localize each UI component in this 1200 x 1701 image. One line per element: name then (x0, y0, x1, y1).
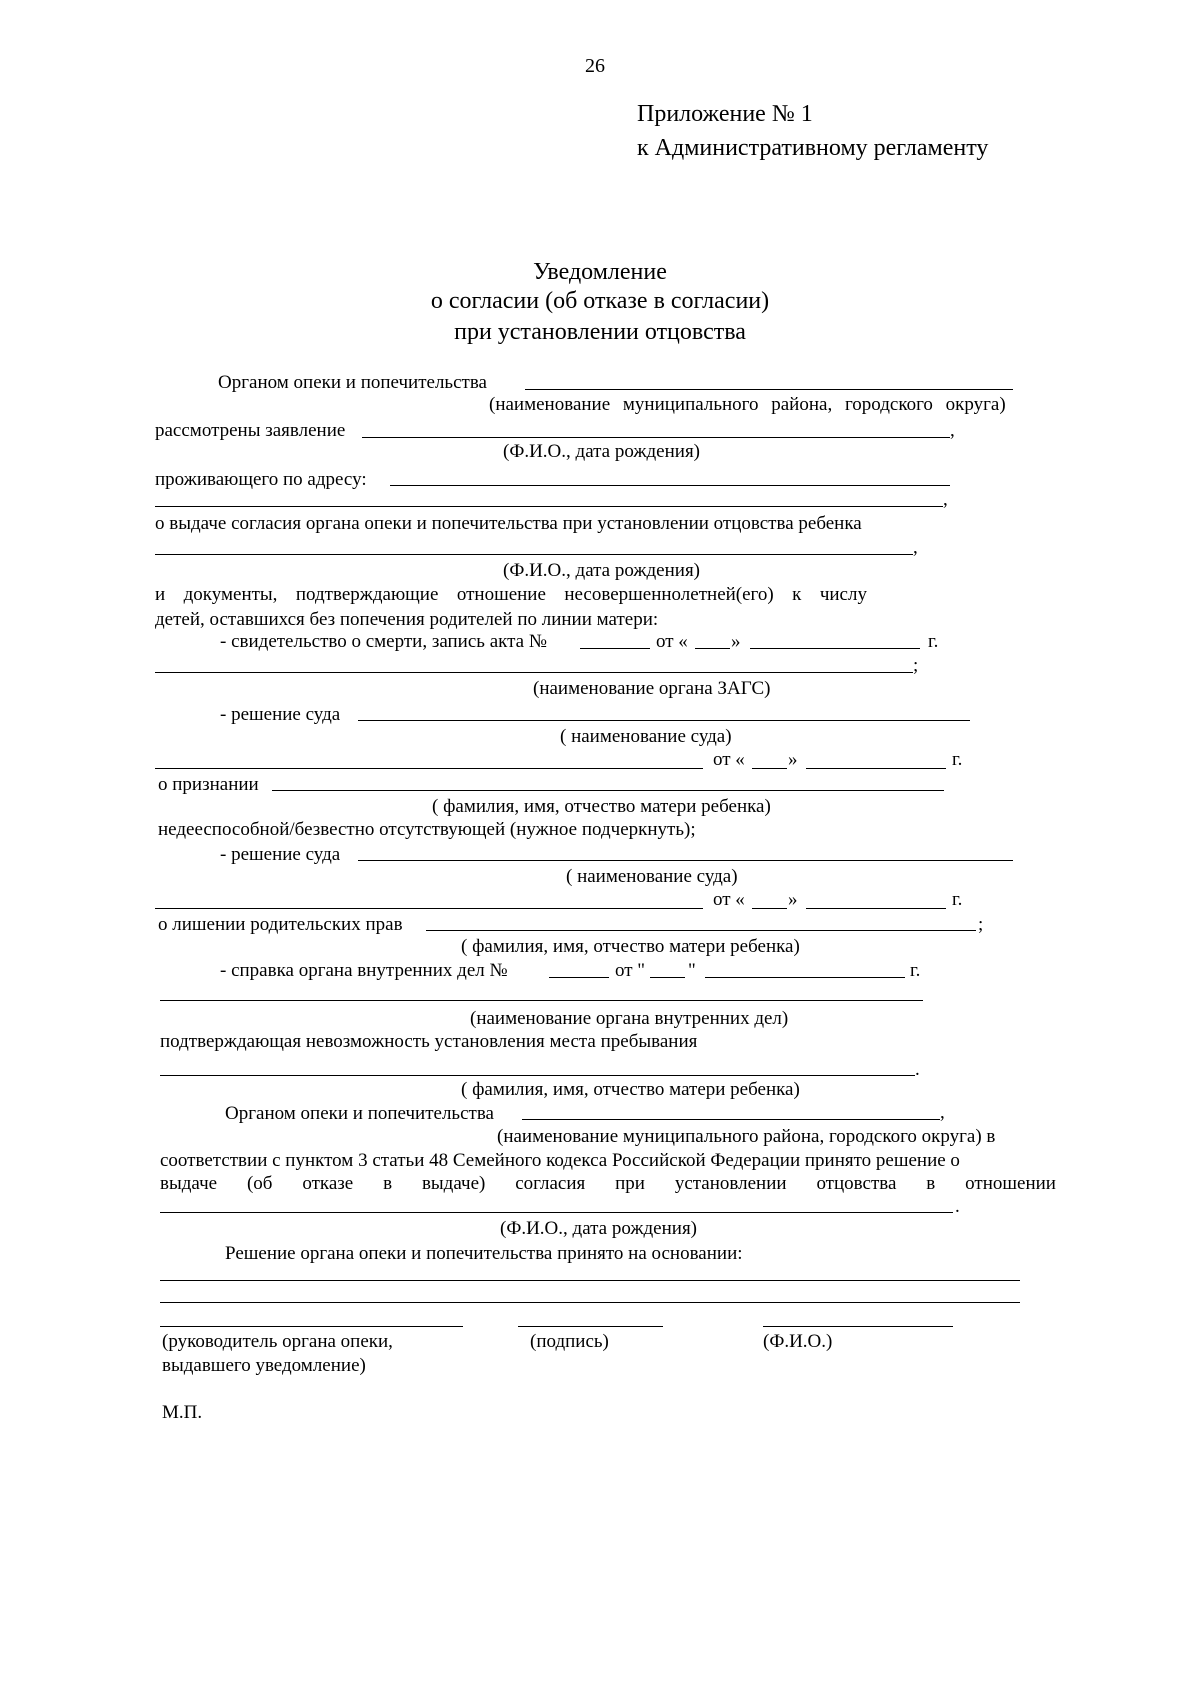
court-1-year: г. (952, 749, 963, 770)
decision-subject-field-line[interactable] (160, 1212, 953, 1213)
zags-hint: (наименование органа ЗАГС) (533, 678, 771, 699)
police-cert-month-line[interactable] (705, 977, 905, 978)
basis-field-line-1[interactable] (160, 1280, 1020, 1281)
court-field-line-1[interactable] (358, 720, 970, 721)
address-field-line-2[interactable] (155, 506, 943, 507)
police-cert-year: г. (910, 960, 921, 981)
court-hint-2: ( наименование суда) (566, 866, 738, 887)
basis-label: Решение органа опеки и попечительства принято на основании: (225, 1243, 743, 1264)
death-cert-label: - свидетельство о смерти, запись акта № (220, 631, 547, 652)
child-field-line[interactable] (155, 554, 913, 555)
word: несовершеннолетней(его) (564, 584, 774, 605)
appendix-line-1: Приложение № 1 (637, 101, 813, 127)
child-hint: (Ф.И.О., дата рождения) (503, 560, 701, 581)
fio-line[interactable] (763, 1326, 953, 1327)
court-2-from: от « (713, 889, 745, 910)
comma-3: , (913, 537, 918, 558)
police-hint: (наименование органа внутренних дел) (470, 1008, 789, 1029)
court-2-day-line[interactable] (752, 908, 787, 909)
semicolon-2: ; (978, 914, 984, 935)
comma-4: , (940, 1102, 945, 1123)
police-cert-from: от " (615, 960, 646, 981)
zags-field-line[interactable] (155, 672, 913, 673)
police-cert-number-line[interactable] (549, 977, 609, 978)
court-field-line-2[interactable] (358, 860, 1013, 861)
residing-label: проживающего по адресу: (155, 469, 367, 490)
court-1-day-line[interactable] (752, 768, 787, 769)
word: к (792, 584, 802, 605)
issue-consent-text: о выдаче согласия органа опеки и попечительства при установлении отцовства ребенка (155, 513, 862, 534)
police-organ-field-line[interactable] (160, 1000, 923, 1001)
stamp-place: М.П. (162, 1402, 203, 1423)
sign-caption: (подпись) (530, 1331, 609, 1352)
court-name-line-1[interactable] (155, 768, 703, 769)
fio-caption: (Ф.И.О.) (763, 1331, 833, 1352)
police-cert-close: " (688, 960, 696, 981)
court-2-month-line[interactable] (806, 908, 946, 909)
appendix-line-2: к Административному регламенту (637, 135, 989, 161)
word: (об (246, 1173, 273, 1194)
title-line-3: при установлении отцовства (454, 319, 746, 345)
word: выдаче (160, 1173, 218, 1194)
semicolon-1: ; (913, 655, 919, 676)
head-caption-2: выдавшего уведомление) (162, 1355, 366, 1376)
death-cert-month-line[interactable] (750, 648, 920, 649)
death-cert-number-line[interactable] (580, 648, 650, 649)
mother-hint-1: ( фамилия, имя, отчество матери ребенка) (432, 796, 771, 817)
death-cert-close: » (731, 631, 741, 652)
word: подтверждающие (295, 584, 439, 605)
decision-line-1: соответствии с пунктом 3 статьи 48 Семейного кодекса Российской Федерации принято решение о (160, 1150, 960, 1171)
documents-line-1 (155, 585, 867, 604)
documents-line-2: детей, оставшихся без попечения родителей по линии матери: (155, 609, 659, 630)
court-1-month-line[interactable] (806, 768, 946, 769)
court-2-year: г. (952, 889, 963, 910)
court-2-close: » (788, 889, 798, 910)
police-cert-day-line[interactable] (650, 977, 685, 978)
applicant-hint: (Ф.И.О., дата рождения) (503, 441, 701, 462)
court-hint-1: ( наименование суда) (560, 726, 732, 747)
organ-field-line[interactable] (525, 389, 1013, 390)
court-label-1: - решение суда (220, 704, 341, 725)
word: в (383, 1173, 393, 1194)
head-caption-1: (руководитель органа опеки, (162, 1331, 393, 1352)
word: отношении (965, 1173, 1056, 1194)
word: и (155, 584, 166, 605)
deprivation-label: о лишении родительских прав (158, 914, 403, 935)
word: отцовства (816, 1173, 897, 1194)
subject-hint: (Ф.И.О., дата рождения) (500, 1218, 698, 1239)
organ-field-line-2[interactable] (522, 1119, 940, 1120)
court-1-from: от « (713, 749, 745, 770)
word: согласия (515, 1173, 586, 1194)
word: выдаче) (421, 1173, 486, 1194)
title-line-2: о согласии (об отказе в согласии) (430, 288, 770, 314)
word: в (926, 1173, 936, 1194)
sign-line[interactable] (518, 1326, 663, 1327)
word: числу (819, 584, 867, 605)
period-1: . (915, 1059, 920, 1080)
mother-hint-3: ( фамилия, имя, отчество матери ребенка) (461, 1079, 800, 1100)
organ-hint-text: (наименование муниципального района, городского округа) (489, 394, 1006, 415)
death-cert-year: г. (928, 631, 939, 652)
comma-1: , (950, 420, 955, 441)
deprivation-field-line[interactable] (426, 930, 976, 931)
word: установлении (674, 1173, 787, 1194)
court-label-2: - решение суда (220, 844, 341, 865)
court-name-line-2[interactable] (155, 908, 703, 909)
recognition-label: о признании (158, 774, 259, 795)
police-cert-label: - справка органа внутренних дел № (220, 960, 508, 981)
confirming-text: подтверждающая невозможность установления места пребывания (160, 1031, 698, 1052)
page-number: 26 (585, 55, 605, 77)
basis-field-line-2[interactable] (160, 1302, 1020, 1303)
organ-hint-2: (наименование муниципального района, городского округа) в (497, 1126, 996, 1147)
whereabouts-field-line[interactable] (160, 1075, 915, 1076)
reviewed-label: рассмотрены заявление (155, 420, 346, 441)
word: при (615, 1173, 645, 1194)
incapable-text: недееспособной/безвестно отсутствующей (нужное подчеркнуть); (158, 819, 696, 840)
comma-2: , (943, 489, 948, 510)
word: отношение (456, 584, 546, 605)
period-2: . (955, 1196, 960, 1217)
organ-hint (489, 395, 1049, 414)
mother-hint-2: ( фамилия, имя, отчество матери ребенка) (461, 936, 800, 957)
death-cert-day-line[interactable] (695, 648, 730, 649)
organ-label-2: Органом опеки и попечительства (225, 1103, 494, 1124)
court-1-close: » (788, 749, 798, 770)
address-field-line-1[interactable] (390, 485, 950, 486)
recognition-field-line[interactable] (272, 790, 944, 791)
word: отказе (302, 1173, 354, 1194)
organ-label: Органом опеки и попечительства (218, 372, 487, 393)
death-cert-from: от « (656, 631, 688, 652)
head-signature-line[interactable] (160, 1326, 463, 1327)
decision-line-2 (160, 1174, 1056, 1193)
title-line-1: Уведомление (533, 259, 667, 285)
applicant-field-line[interactable] (362, 437, 950, 438)
word: документы, (183, 584, 278, 605)
